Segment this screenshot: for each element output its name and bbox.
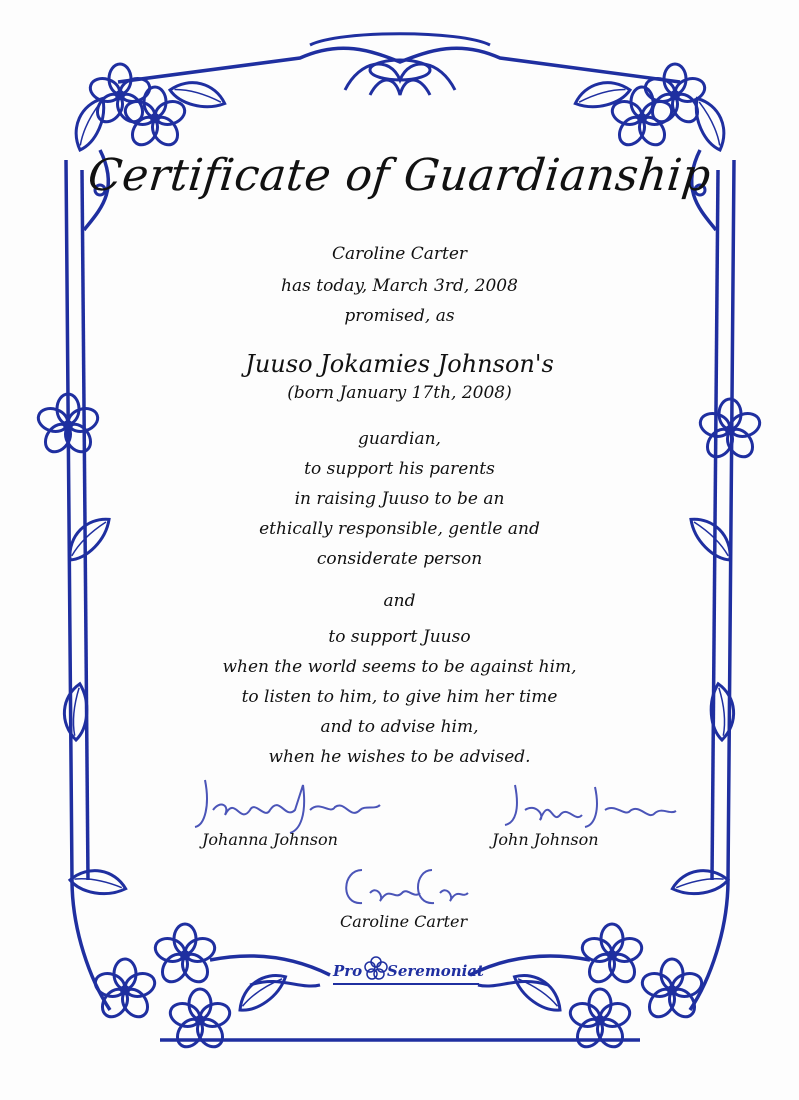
body-line: in raising Juuso to be an bbox=[294, 489, 505, 509]
and-line: and bbox=[383, 591, 416, 611]
father-signature-scrawl bbox=[490, 775, 680, 835]
body-line: ethically responsible, gentle and bbox=[259, 519, 540, 539]
logo-text-left: Pro bbox=[333, 962, 363, 980]
body-line: to support his parents bbox=[304, 459, 495, 479]
father-signature-name: John Johnson bbox=[492, 830, 599, 849]
certificate-title: Certificate of Guardianship bbox=[85, 150, 714, 201]
body-line: when the world seems to be against him, bbox=[222, 657, 577, 677]
mother-signature-name: Johanna Johnson bbox=[202, 830, 338, 849]
logo-underline bbox=[333, 983, 479, 985]
child-name: Juuso Jokamies Johnson's bbox=[245, 350, 554, 378]
logo-text-right: Seremoniat bbox=[387, 962, 484, 980]
date-line: has today, March 3rd, 2008 bbox=[281, 276, 518, 296]
guardian-name: Caroline Carter bbox=[331, 244, 468, 264]
body-line: to support Juuso bbox=[328, 627, 471, 647]
mother-signature-scrawl bbox=[185, 765, 385, 840]
guardian-signature-scrawl bbox=[332, 855, 472, 915]
proseremoniat-logo bbox=[333, 955, 484, 989]
guardian-signature-name: Caroline Carter bbox=[340, 912, 468, 931]
flower-icon bbox=[363, 955, 389, 981]
promised-line: promised, as bbox=[344, 306, 455, 326]
body-line: to listen to him, to give him her time bbox=[241, 687, 558, 707]
body-line: and to advise him, bbox=[320, 717, 479, 737]
body-line: considerate person bbox=[316, 549, 483, 569]
body-line: when he wishes to be advised. bbox=[268, 747, 531, 767]
born-line: (born January 17th, 2008) bbox=[287, 383, 512, 403]
body-line: guardian, bbox=[358, 429, 441, 449]
